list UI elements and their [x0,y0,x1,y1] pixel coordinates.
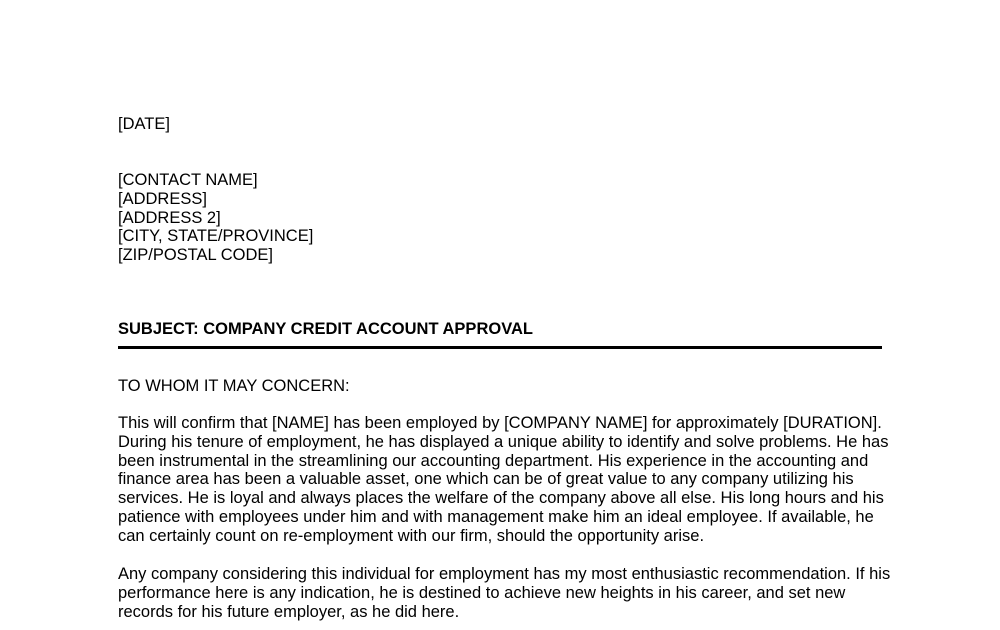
recipient-address-line-1: [ADDRESS] [118,189,207,208]
recipient-zip: [ZIP/POSTAL CODE] [118,246,273,265]
recipient-address-line-2: [ADDRESS 2] [118,208,221,227]
body-paragraph-1: This will confirm that [NAME] has been employed by [COMPANY NAME] for approximately [DURATION]. During his tenure of employment, he has displayed a unique ability to identify and solve problems. He has been instrumental in the streamlining our accounting department. His experience in the accounting and finance area has been a valuable asset, one which can be of great value to any company utilizing his services. He is loyal and always places the welfare of the company above all else. His long hours and his patience with employees under him and with management make him an ideal employee. If available, he can certainly count on re-employment with our firm, should the opportunity arise. [118,414,889,545]
subject-divider [118,346,882,349]
recipient-contact-name: [CONTACT NAME] [118,171,258,189]
recipient-address [118,171,313,265]
body-paragraph-2: Any company considering this individual for employment has my most enthusiastic recommendation. If his performance here is any indication, he is destined to achieve new heights in his career, and set new records for his future employer, as he did here. [118,565,891,621]
subject-line: SUBJECT: COMPANY CREDIT ACCOUNT APPROVAL [118,320,533,338]
salutation: TO WHOM IT MAY CONCERN: [118,377,350,395]
recipient-city-state: [CITY, STATE/PROVINCE] [118,227,314,246]
letter-date: [DATE] [118,115,170,133]
